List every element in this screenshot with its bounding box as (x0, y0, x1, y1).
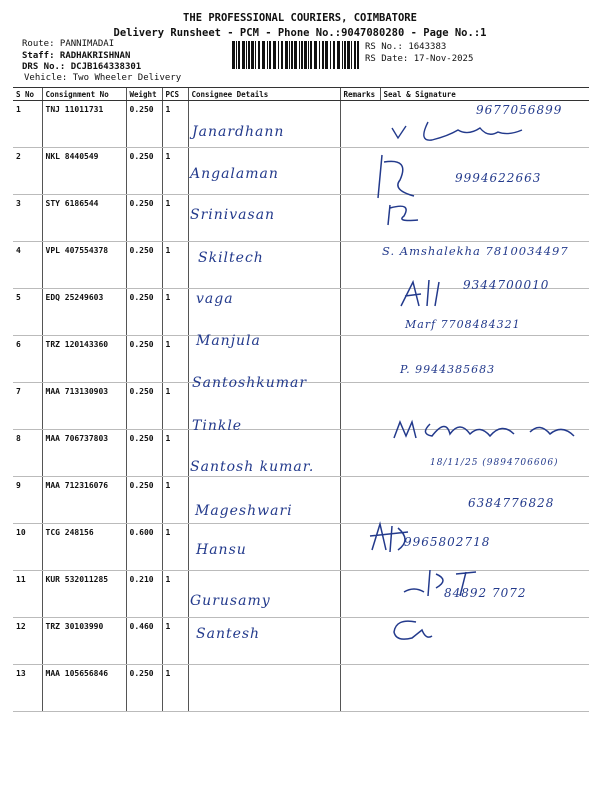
pcs-cell: 1 (162, 195, 188, 242)
runsheet-subtitle: Delivery Runsheet - PCM - Phone No.:9047080280 - Page No.:1 (113, 27, 487, 39)
remarks-cell (340, 336, 380, 383)
barcode-bar (281, 41, 283, 69)
handwritten-consignee: Mageshwari (195, 503, 293, 519)
sno-cell: 1 (13, 101, 42, 148)
handwritten-consignee: Janardhann (192, 124, 285, 140)
handwritten-phone: 9994622663 (455, 171, 542, 185)
pcs-cell: 1 (162, 383, 188, 430)
barcode-bar (236, 41, 237, 69)
barcode-bar (310, 41, 312, 69)
handwritten-consignee: vaga (196, 291, 234, 307)
consignment-number: VPL 407554378 (42, 242, 126, 289)
remarks-cell (340, 289, 380, 336)
col-weight: Weight (126, 88, 162, 101)
signature-cell (380, 665, 589, 712)
weight-cell: 0.250 (126, 195, 162, 242)
barcode-bar (258, 41, 260, 69)
barcode-bar (337, 41, 340, 69)
col-pcs: PCS (162, 88, 188, 101)
barcode-bar (304, 41, 307, 69)
rs-date: RS Date: 17-Nov-2025 (365, 54, 474, 64)
barcode-bar (342, 41, 343, 69)
handwritten-phone: 9344700010 (463, 278, 550, 292)
rs-number: RS No.: 1643383 (365, 42, 447, 52)
sno-cell: 7 (13, 383, 42, 430)
sno-cell: 11 (13, 571, 42, 618)
pcs-cell: 1 (162, 242, 188, 289)
barcode-bar (344, 41, 346, 69)
barcode-bar (357, 41, 359, 69)
weight-cell: 0.460 (126, 618, 162, 665)
weight-cell: 0.250 (126, 383, 162, 430)
barcode-bar (299, 41, 300, 69)
weight-cell: 0.250 (126, 148, 162, 195)
barcode-bar (278, 41, 279, 69)
table-row (13, 195, 589, 242)
barcode-bar (314, 41, 317, 69)
barcode-bar (273, 41, 276, 69)
weight-cell: 0.250 (126, 477, 162, 524)
pcs-cell: 1 (162, 524, 188, 571)
barcode-bar (232, 41, 235, 69)
barcode-bar (351, 41, 352, 69)
weight-cell: 0.250 (126, 242, 162, 289)
pcs-cell: 1 (162, 336, 188, 383)
weight-cell: 0.210 (126, 571, 162, 618)
weight-cell: 0.250 (126, 289, 162, 336)
barcode-bar (262, 41, 265, 69)
col-signature: Seal & Signature (380, 88, 589, 101)
sno-cell: 8 (13, 430, 42, 477)
barcode-bar (308, 41, 309, 69)
barcode-bar (322, 41, 324, 69)
sno-cell: 3 (13, 195, 42, 242)
consignment-number: EDQ 25249603 (42, 289, 126, 336)
barcode-bar (330, 41, 331, 69)
signature-scribble (388, 118, 528, 148)
handwritten-phone: 6384776828 (468, 496, 555, 510)
table-row (13, 618, 589, 665)
pcs-cell: 1 (162, 148, 188, 195)
barcode-bar (291, 41, 293, 69)
sno-cell: 10 (13, 524, 42, 571)
remarks-cell (340, 477, 380, 524)
col-sno: S No (13, 88, 42, 101)
consignment-number: TRZ 120143360 (42, 336, 126, 383)
signature-scribble (395, 276, 465, 310)
consignment-number: MAA 713130903 (42, 383, 126, 430)
sno-cell: 6 (13, 336, 42, 383)
barcode-bar (285, 41, 288, 69)
handwritten-phone: 84892 7072 (444, 586, 527, 600)
pcs-cell: 1 (162, 618, 188, 665)
handwritten-name-phone: P. 9944385683 (400, 363, 496, 376)
barcode-bar (354, 41, 356, 69)
consignment-number: TCG 248156 (42, 524, 126, 571)
col-remarks: Remarks (340, 88, 380, 101)
barcode-bar (248, 41, 250, 69)
handwritten-consignee: Srinivasan (190, 207, 276, 223)
consignee-cell (188, 665, 340, 712)
table-row (13, 665, 589, 712)
barcode-bar (325, 41, 328, 69)
sno-cell: 2 (13, 148, 42, 195)
barcode-bar (242, 41, 245, 69)
sno-cell: 13 (13, 665, 42, 712)
remarks-cell (340, 571, 380, 618)
pcs-cell: 1 (162, 477, 188, 524)
pcs-cell: 1 (162, 289, 188, 336)
barcode-bar (267, 41, 268, 69)
remarks-cell (340, 430, 380, 477)
barcode-bar (347, 41, 350, 69)
consignment-number: MAA 712316076 (42, 477, 126, 524)
pcs-cell: 1 (162, 665, 188, 712)
pcs-cell: 1 (162, 571, 188, 618)
remarks-cell (340, 665, 380, 712)
col-consignment: Consignment No (42, 88, 126, 101)
weight-cell: 0.250 (126, 101, 162, 148)
consignment-number: NKL 8440549 (42, 148, 126, 195)
barcode-bar (333, 41, 335, 69)
barcode-bar (238, 41, 240, 69)
consignment-number: TRZ 30103990 (42, 618, 126, 665)
handwritten-consignee: Santoshkumar (192, 375, 308, 391)
sno-cell: 12 (13, 618, 42, 665)
col-consignee: Consignee Details (188, 88, 340, 101)
remarks-cell (340, 242, 380, 289)
handwritten-consignee: Hansu (196, 542, 247, 558)
consignment-number: KUR 532011285 (42, 571, 126, 618)
consignment-number: MAA 105656846 (42, 665, 126, 712)
signature-scribble (370, 150, 450, 230)
handwritten-consignee: Angalaman (190, 166, 279, 182)
handwritten-consignee: Skiltech (198, 250, 264, 266)
handwritten-consignee: Santosh kumar. (190, 459, 315, 475)
handwritten-phone: 9965802718 (404, 535, 491, 549)
handwritten-name-phone: S. Amshalekha 7810034497 (382, 244, 569, 258)
sno-cell: 9 (13, 477, 42, 524)
staff-label: Staff: RADHAKRISHNAN (22, 51, 131, 61)
remarks-cell (340, 383, 380, 430)
barcode-bar (294, 41, 297, 69)
barcode-bar (251, 41, 254, 69)
route-label: Route: PANNIMADAI (22, 39, 115, 49)
handwritten-consignee: Gurusamy (190, 593, 271, 609)
weight-cell: 0.250 (126, 665, 162, 712)
table-header-row (13, 88, 589, 101)
handwritten-consignee: Santesh (196, 626, 261, 642)
barcode-bar (289, 41, 290, 69)
barcode-bar (269, 41, 271, 69)
sno-cell: 4 (13, 242, 42, 289)
sno-cell: 5 (13, 289, 42, 336)
signature-scribble (390, 414, 580, 444)
handwritten-phone: 9677056899 (476, 103, 563, 117)
handwritten-consignee: Manjula (196, 333, 261, 349)
handwritten-name-phone: Marf 7708484321 (405, 318, 521, 331)
drs-number: DRS No.: DCJB164338301 (22, 62, 142, 72)
weight-cell: 0.600 (126, 524, 162, 571)
table-row (13, 524, 589, 571)
remarks-cell (340, 618, 380, 665)
weight-cell: 0.250 (126, 336, 162, 383)
barcode-bar (319, 41, 320, 69)
consignment-number: STY 6186544 (42, 195, 126, 242)
weight-cell: 0.250 (126, 430, 162, 477)
consignment-number: MAA 706737803 (42, 430, 126, 477)
pcs-cell: 1 (162, 101, 188, 148)
vehicle-label: Vehicle: Two Wheeler Delivery (24, 73, 182, 83)
barcode-image (232, 41, 359, 69)
barcode-bar (301, 41, 303, 69)
remarks-cell (340, 101, 380, 148)
handwritten-date-phone: 18/11/25 (9894706606) (430, 458, 559, 468)
company-title: THE PROFESSIONAL COURIERS, COIMBATORE (183, 12, 417, 24)
pcs-cell: 1 (162, 430, 188, 477)
signature-scribble (386, 616, 434, 644)
consignment-number: TNJ 11011731 (42, 101, 126, 148)
barcode-bar (246, 41, 247, 69)
barcode-bar (255, 41, 256, 69)
handwritten-consignee: Tinkle (192, 418, 243, 434)
